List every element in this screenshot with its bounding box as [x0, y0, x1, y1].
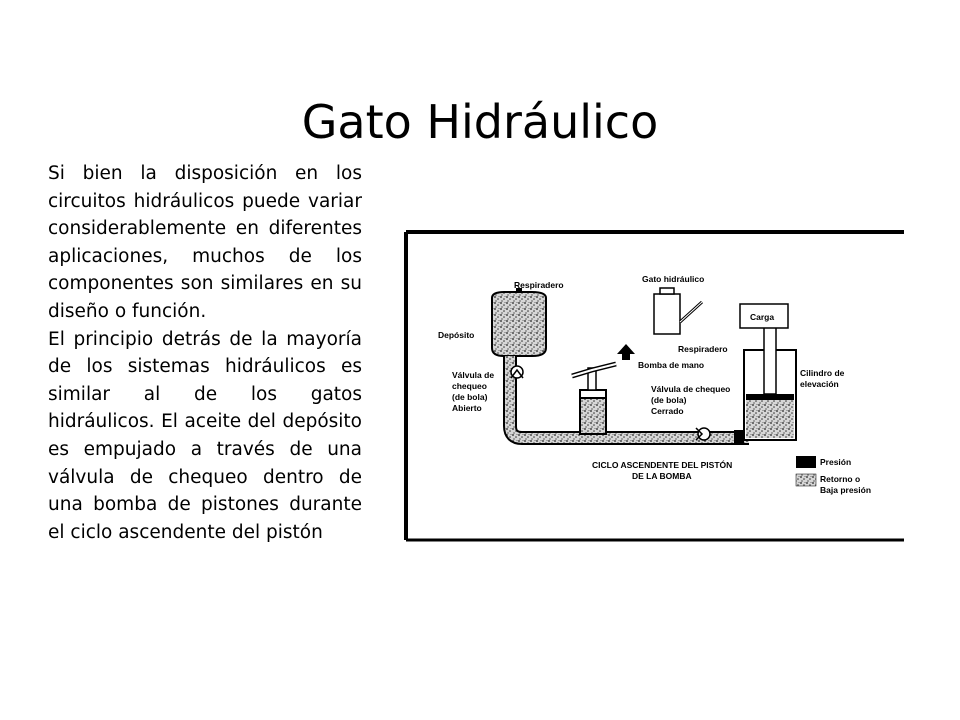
label-deposito: Depósito	[438, 330, 475, 340]
label-bomba: Bomba de mano	[638, 360, 705, 370]
label-cilindro-2: elevación	[800, 379, 839, 389]
label-respiradero-pump: Respiradero	[678, 344, 728, 354]
paragraph-2: El principio detrás de la mayoría de los sistemas hidráulicos es similar al de los gatos hidráulicos. El aceite del depósito es empujado a través de una válvula de chequeo dentro de una bomba de pistones durante el ciclo ascendente del pistón	[48, 328, 362, 543]
check-valve-closed-icon	[696, 428, 710, 440]
legend-presion-label: Presión	[820, 457, 852, 467]
label-gato: Gato hidráulico	[642, 274, 705, 284]
check-valve-open-icon	[511, 366, 523, 378]
hydraulic-jack-diagram	[404, 230, 904, 542]
legend-retorno-swatch	[796, 474, 816, 486]
label-valve-open-2: chequeo	[452, 381, 487, 391]
legend-retorno-label-1: Retorno o	[820, 474, 861, 484]
label-valve-closed-2: (de bola)	[651, 395, 687, 405]
label-valve-closed-3: Cerrado	[651, 406, 684, 416]
gato-hidraulico-icon	[654, 288, 702, 334]
legend-retorno-label-2: Baja presión	[820, 485, 872, 495]
label-respiradero-tank: Respiradero	[514, 280, 564, 290]
label-valve-open-3: (de bola)	[452, 392, 488, 402]
hand-pump	[572, 344, 635, 434]
label-cilindro-1: Cilindro de	[800, 368, 845, 378]
paragraph-1: Si bien la disposición en los circuitos hidráulicos puede variar considerablemente en diferentes aplicaciones, muchos de los componentes son similares en su diseño o función.	[48, 163, 362, 322]
body-text	[48, 160, 362, 546]
lifting-cylinder	[734, 304, 796, 444]
label-valve-open-1: Válvula de	[452, 370, 495, 380]
label-valve-closed-1: Válvula de chequeo	[651, 384, 731, 394]
deposito-tank	[492, 288, 546, 356]
supply-pipe	[510, 356, 749, 438]
caption-line-1: CICLO ASCENDENTE DEL PISTÓN	[592, 460, 733, 470]
label-carga: Carga	[750, 312, 775, 322]
legend-presion-swatch	[796, 456, 816, 468]
caption-line-2: DE LA BOMBA	[632, 471, 692, 481]
label-valve-open-4: Abierto	[452, 403, 482, 413]
slide-title: Gato Hidráulico	[301, 94, 659, 149]
